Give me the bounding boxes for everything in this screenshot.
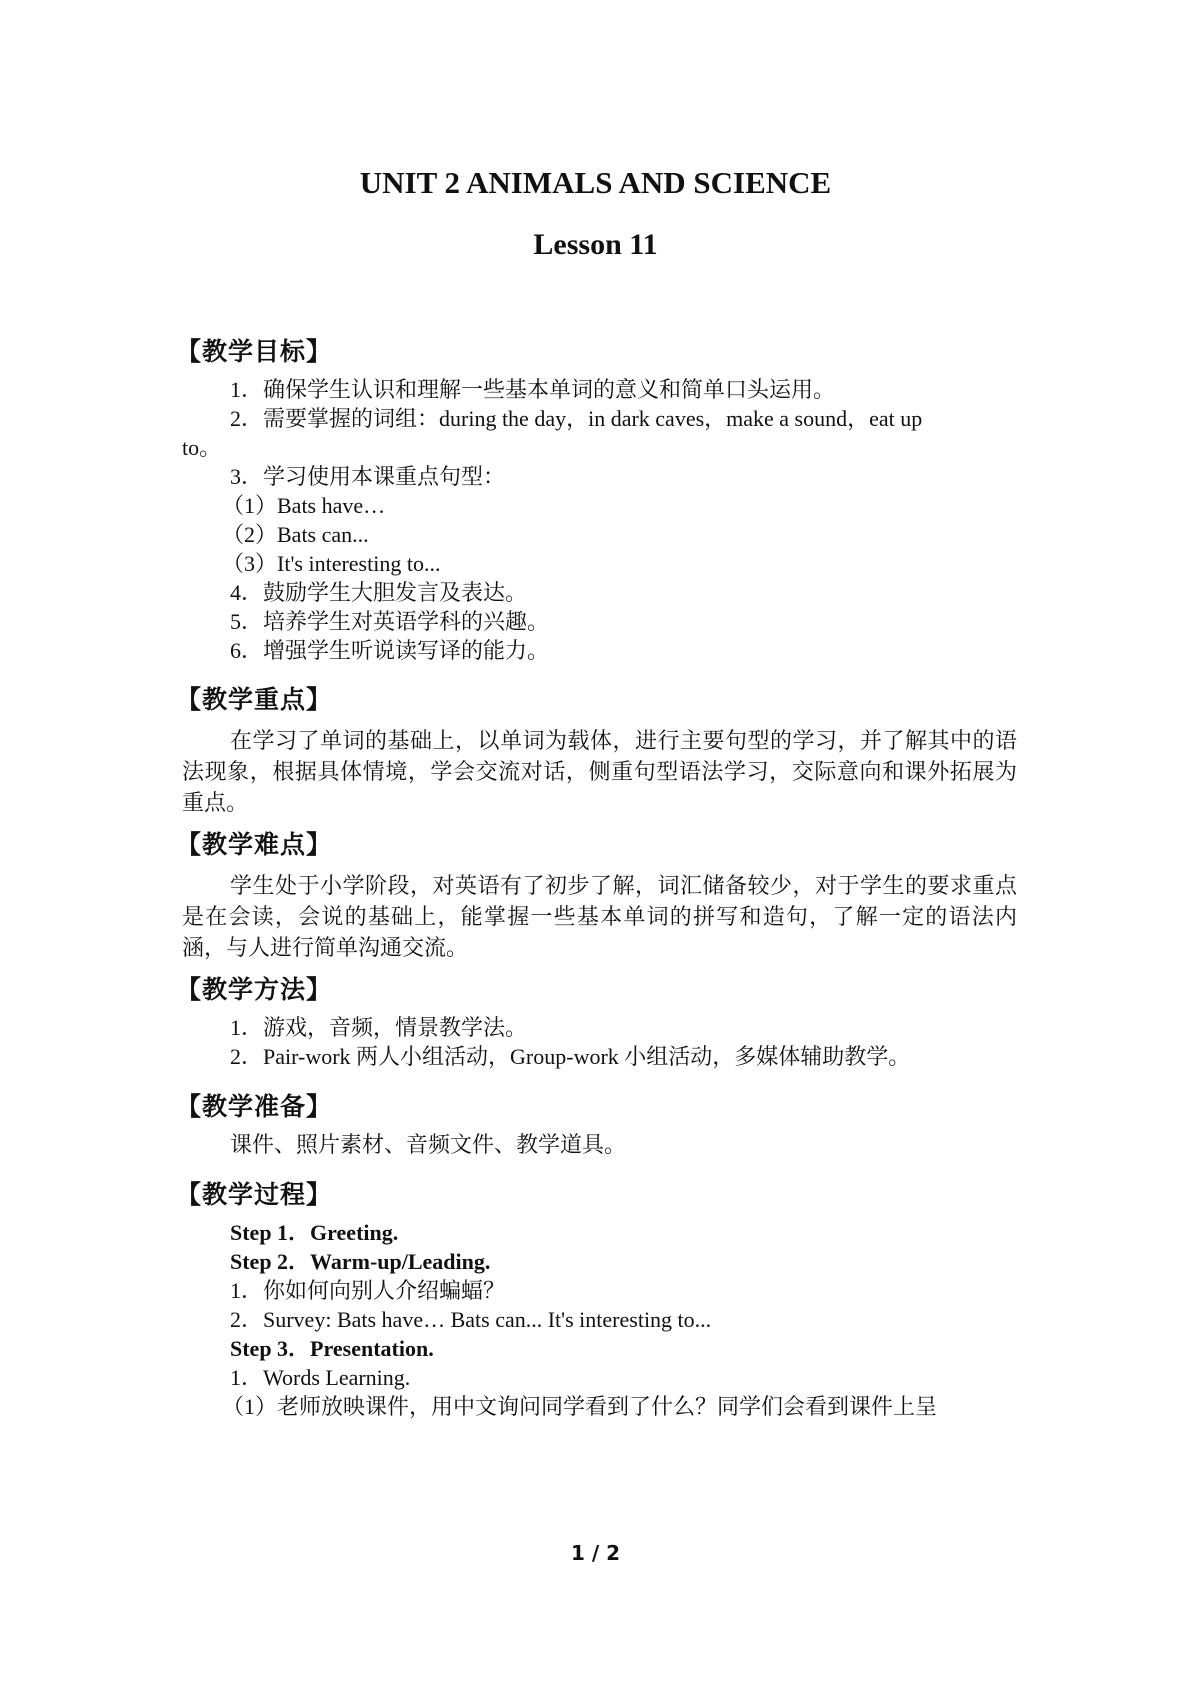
step-3: Step 3．Presentation. xyxy=(230,1336,434,1361)
method-item-1: 1．游戏，音频，情景教学法。 xyxy=(230,1015,528,1040)
method-item-2: 2．Pair-work 两人小组活动，Group-work 小组活动，多媒体辅助教学。 xyxy=(230,1044,911,1069)
preparation-heading: 【教学准备】 xyxy=(176,1092,333,1121)
step-2-item-2: 2．Survey: Bats have… Bats can... It's interesting to... xyxy=(230,1307,712,1332)
difficulties-heading: 【教学难点】 xyxy=(176,830,333,859)
objective-item-5: 5．培养学生对英语学科的兴趣。 xyxy=(230,609,550,634)
page-number: 1 / 2 xyxy=(570,1541,621,1565)
objective-item-3: 3．学习使用本课重点句型： xyxy=(230,464,506,489)
preparation-text: 课件、照片素材、音频文件、教学道具。 xyxy=(230,1132,627,1157)
sentence-pattern-1: （1）Bats have… xyxy=(222,493,386,518)
lesson-title: Lesson 11 xyxy=(533,228,658,261)
objective-item-4: 4．鼓励学生大胆发言及表达。 xyxy=(230,580,528,605)
keypoints-paragraph: 在学习了单词的基础上，以单词为载体，进行主要句型的学习，并了解其中的语法现象，根据具体情境，学会交流对话，侧重句型语法学习，交际意向和课外拓展为重点。 xyxy=(182,728,1017,815)
difficulties-paragraph: 学生处于小学阶段，对英语有了初步了解，词汇储备较少，对于学生的要求重点是在会读，会说的基础上，能掌握一些基本单词的拼写和造句，了解一定的语法内涵，与人进行简单沟通交流。 xyxy=(182,873,1017,960)
objectives-heading: 【教学目标】 xyxy=(176,337,333,366)
step-3-item-1: 1．Words Learning. xyxy=(230,1365,411,1390)
step-2-item-1: 1．你如何向别人介绍蝙蝠？ xyxy=(230,1278,506,1303)
process-heading: 【教学过程】 xyxy=(176,1180,333,1209)
objective-item-1: 1．确保学生认识和理解一些基本单词的意义和简单口头运用。 xyxy=(230,377,836,402)
sentence-pattern-2: （2）Bats can... xyxy=(222,522,369,547)
step-1: Step 1．Greeting. xyxy=(230,1220,399,1245)
keypoints-heading: 【教学重点】 xyxy=(176,685,333,714)
step-3-sub-1: （1）老师放映课件，用中文询问同学看到了什么？同学们会看到课件上呈 xyxy=(222,1394,938,1419)
objective-item-6: 6．增强学生听说读写译的能力。 xyxy=(230,638,550,663)
objective-item-2-continued: to。 xyxy=(182,435,222,460)
sentence-pattern-3: （3）It's interesting to... xyxy=(222,551,441,576)
methods-heading: 【教学方法】 xyxy=(176,975,333,1004)
step-2: Step 2．Warm-up/Leading. xyxy=(230,1249,491,1274)
objective-item-2: 2．需要掌握的词组：during the day，in dark caves，make a sound，eat up xyxy=(230,406,923,431)
document-title: UNIT 2 ANIMALS AND SCIENCE xyxy=(359,165,832,200)
